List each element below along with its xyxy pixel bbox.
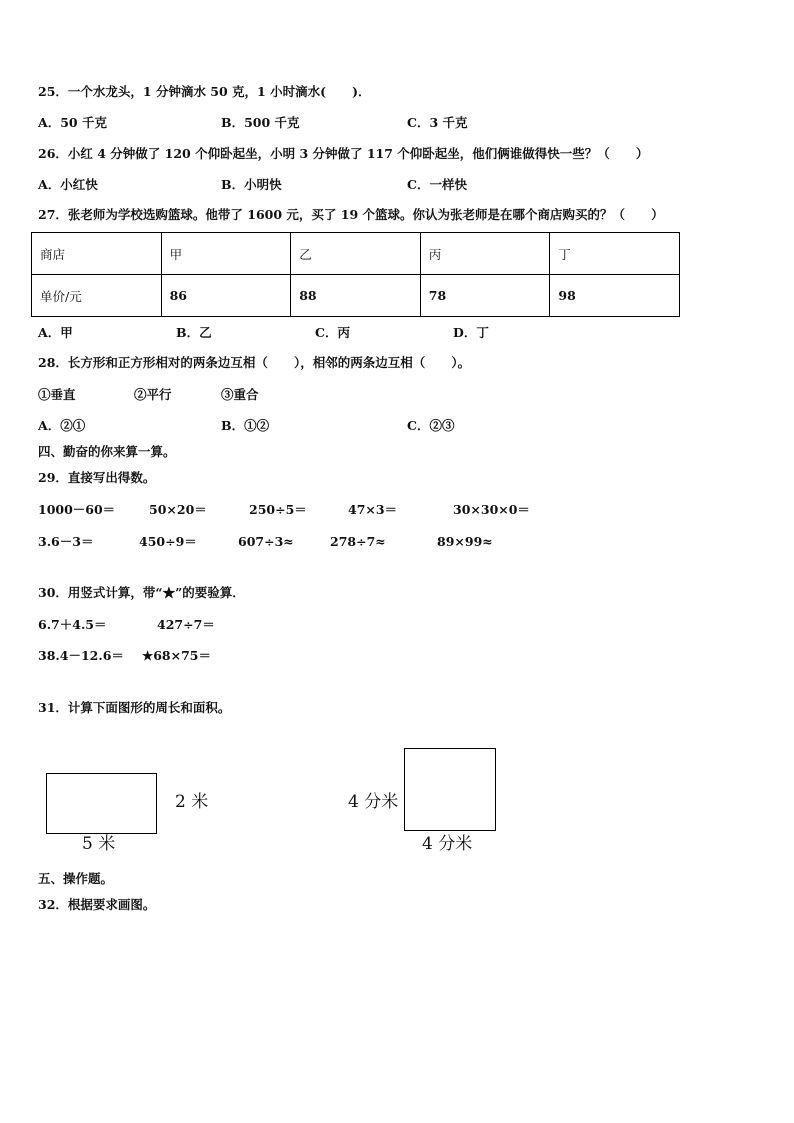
q29-item: 450÷9＝ xyxy=(139,534,197,549)
q25-option-b[interactable]: B．500 千克 xyxy=(221,115,300,130)
q30-item: 38.4－12.6＝ xyxy=(38,648,124,663)
q27-stem: 27．张老师为学校选购篮球。他带了 1600 元，买了 19 个篮球。你认为张老师是在哪个商店购买的？（ ） xyxy=(38,207,664,222)
table-cell: 88 xyxy=(291,275,421,317)
square-figure xyxy=(404,748,496,831)
q30-item: 427÷7＝ xyxy=(157,617,215,632)
q29-item: 30×30×0＝ xyxy=(453,502,530,517)
table-cell: 单价/元 xyxy=(32,275,162,317)
rectangle-figure xyxy=(46,773,157,834)
q29-stem: 29．直接写出得数。 xyxy=(38,470,156,485)
q31-stem: 31．计算下面图形的周长和面积。 xyxy=(38,700,231,715)
q28-option-a[interactable]: A．②① xyxy=(38,418,86,433)
section-5-title: 五、操作题。 xyxy=(38,871,114,886)
section-4-title: 四、勤奋的你来算一算。 xyxy=(38,444,176,459)
q29-item: 250÷5＝ xyxy=(249,502,307,517)
table-cell: 丁 xyxy=(550,233,680,275)
q29-item: 3.6－3＝ xyxy=(38,534,94,549)
q29-item: 89×99≈ xyxy=(437,534,493,549)
table-cell: 甲 xyxy=(161,233,291,275)
q25-option-a[interactable]: A．50 千克 xyxy=(38,115,107,130)
q28-choice-1: ①垂直 xyxy=(38,387,76,402)
table-cell: 86 xyxy=(161,275,291,317)
q28-option-c[interactable]: C．②③ xyxy=(407,418,455,433)
square-side-label-bottom: 4 分米 xyxy=(422,834,473,854)
q25-option-c[interactable]: C．3 千克 xyxy=(407,115,468,130)
q28-stem: 28．长方形和正方形相对的两条边互相（ ），相邻的两条边互相（ ）。 xyxy=(38,355,471,370)
q26-stem: 26．小红 4 分钟做了 120 个仰卧起坐，小明 3 分钟做了 117 个仰卧起坐，他们俩谁做得快一些？（ ） xyxy=(38,146,649,161)
price-table xyxy=(31,232,680,317)
rectangle-height-label: 2 米 xyxy=(175,792,209,812)
table-cell: 98 xyxy=(550,275,680,317)
q28-option-b[interactable]: B．①② xyxy=(221,418,270,433)
q27-option-c[interactable]: C．丙 xyxy=(315,325,350,340)
q27-option-d[interactable]: D．丁 xyxy=(453,325,489,340)
table-cell: 78 xyxy=(420,275,550,317)
table-row xyxy=(32,275,680,317)
q30-item: 6.7＋4.5＝ xyxy=(38,617,107,632)
q27-option-b[interactable]: B．乙 xyxy=(176,325,212,340)
q28-choice-3: ③重合 xyxy=(221,387,259,402)
q29-item: 1000－60＝ xyxy=(38,502,116,517)
table-header-row xyxy=(32,233,680,275)
q25-stem: 25．一个水龙头，1 分钟滴水 50 克，1 小时滴水( )． xyxy=(38,84,371,99)
q27-option-a[interactable]: A．甲 xyxy=(38,325,73,340)
rectangle-width-label: 5 米 xyxy=(82,834,116,854)
table-cell: 商店 xyxy=(32,233,162,275)
q26-option-b[interactable]: B．小明快 xyxy=(221,177,282,192)
q29-item: 47×3＝ xyxy=(348,502,398,517)
q28-choice-2: ②平行 xyxy=(134,387,172,402)
q30-item: ★68×75＝ xyxy=(142,648,211,663)
q30-stem: 30．用竖式计算，带“★”的要验算． xyxy=(38,585,245,600)
table-cell: 丙 xyxy=(420,233,550,275)
q29-item: 278÷7≈ xyxy=(330,534,386,549)
q26-option-a[interactable]: A．小红快 xyxy=(38,177,98,192)
square-side-label-left: 4 分米 xyxy=(348,792,399,812)
table-cell: 乙 xyxy=(291,233,421,275)
q26-option-c[interactable]: C．一样快 xyxy=(407,177,467,192)
q32-stem: 32．根据要求画图。 xyxy=(38,897,156,912)
q29-item: 607÷3≈ xyxy=(238,534,294,549)
q29-item: 50×20＝ xyxy=(149,502,207,517)
